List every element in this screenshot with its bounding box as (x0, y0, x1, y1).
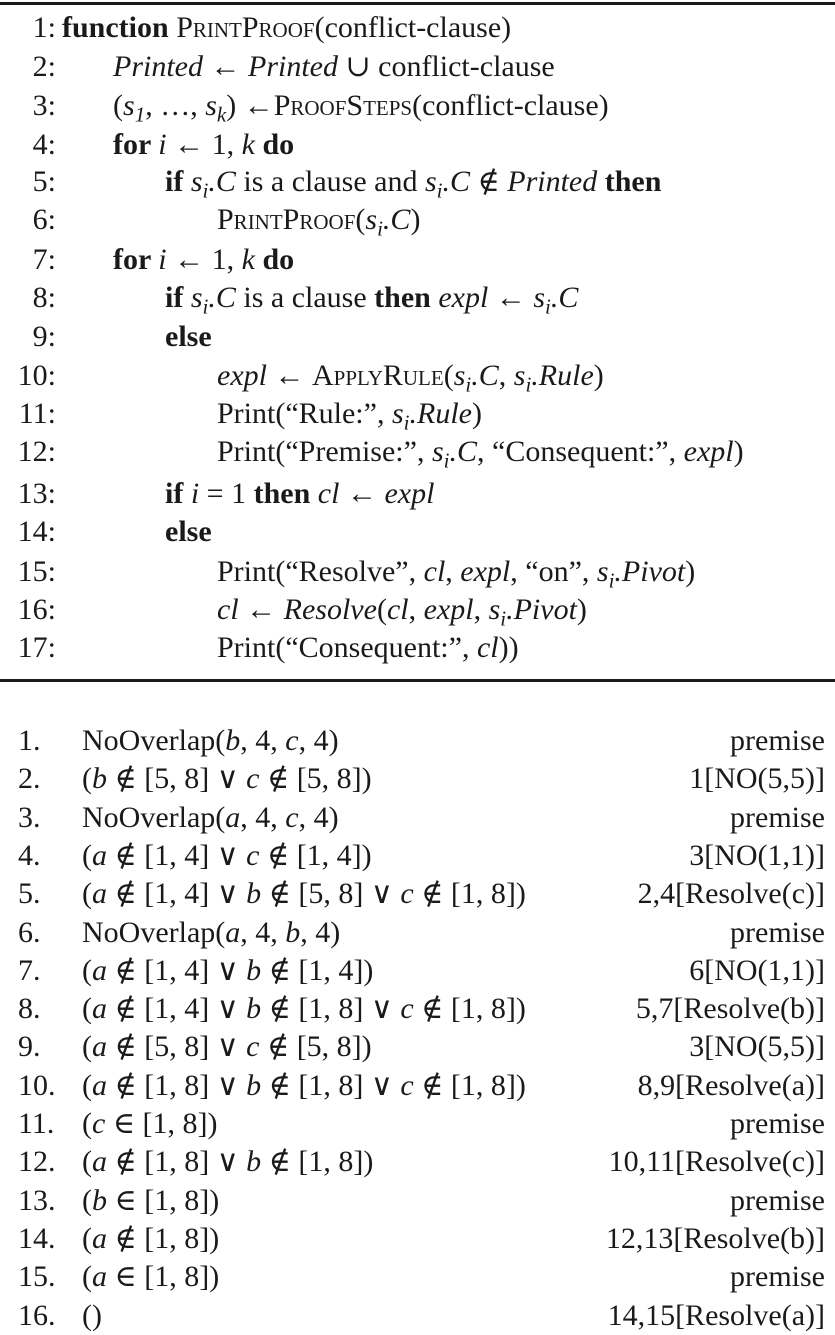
code-token: ( (355, 203, 366, 236)
code-token: i (158, 243, 167, 276)
formula-token: ∉ [5, 8] ∨ (261, 877, 401, 910)
step-number: 12. (18, 1145, 56, 1178)
code-text (113, 86, 609, 126)
formula-token: ∉ [1, 8]) (413, 877, 526, 910)
step-number: 13. (18, 1184, 56, 1217)
formula-token: ∉ [5, 8] ∨ (107, 762, 247, 795)
code-text (165, 162, 661, 202)
line-number: 4: (32, 128, 56, 161)
formula-token: ∉ [5, 8]) (259, 762, 372, 795)
code-token: s (596, 555, 609, 588)
line-number: 11: (18, 397, 56, 430)
formula-token: NoOverlap( (82, 916, 226, 949)
formula-token: b (246, 1145, 262, 1178)
proof-step (0, 837, 835, 875)
step-number: 6. (18, 916, 41, 949)
formula-token: a (92, 1069, 107, 1102)
code-token: s (391, 397, 404, 430)
code-text (217, 356, 604, 396)
code-token: cl (217, 593, 239, 626)
code-token: if (165, 165, 191, 198)
step-number: 9. (18, 1030, 41, 1063)
line-number: 7: (32, 243, 56, 276)
formula-token: ∉ [1, 4] ∨ (107, 954, 247, 987)
formula-token: c (400, 1069, 414, 1102)
code-token: ApplyRule (311, 359, 444, 392)
step-formula (82, 722, 339, 760)
code-token: k (241, 128, 255, 161)
formula-token: a (92, 992, 107, 1025)
formula-token: ∉ [1, 4] ∨ (107, 877, 247, 910)
step-number: 4. (18, 839, 41, 872)
code-token: ← (266, 359, 312, 392)
code-token: ← (238, 593, 284, 626)
code-token: ) (410, 203, 421, 236)
formula-token: ∉ [1, 4] ∨ (107, 839, 247, 872)
code-token: .C (449, 435, 477, 468)
code-text (113, 125, 294, 165)
formula-token: b (92, 1184, 107, 1217)
code-token: k (216, 102, 227, 127)
formula-token: ∉ [5, 8]) (259, 1030, 372, 1063)
code-text (62, 8, 511, 48)
code-token: s (431, 435, 444, 468)
code-token: .C (550, 281, 579, 314)
formula-token: ( (82, 1107, 92, 1140)
step-justification: premise (730, 916, 825, 949)
formula-token: ( (82, 1145, 92, 1178)
line-number: 6: (32, 203, 56, 236)
line-number: 17: (17, 631, 56, 664)
line-number: 13: (17, 477, 56, 510)
code-token: 1 (134, 102, 146, 127)
formula-token: c (246, 1030, 260, 1063)
code-token: i (500, 606, 507, 631)
code-token: ← (203, 50, 248, 83)
code-token: )) (498, 631, 519, 664)
proof-step (0, 722, 835, 760)
step-formula (82, 1182, 219, 1220)
code-token: expl (460, 555, 511, 588)
proof-step (0, 1028, 835, 1066)
code-text (217, 552, 695, 592)
code-token: i (525, 372, 532, 397)
formula-token: ∉ [1, 4] ∨ (107, 992, 247, 1025)
formula-token: ( (82, 1069, 92, 1102)
proof-step (0, 1182, 835, 1220)
formula-token: , 4, (240, 724, 286, 757)
line-number: 1: (32, 11, 56, 44)
formula-token: a (92, 1260, 107, 1293)
formula-token: ( (82, 992, 92, 1025)
step-justification: 6[NO(1,1)] (689, 954, 825, 987)
code-token: ( (376, 593, 387, 626)
code-token: .Pivot (506, 593, 577, 626)
code-token: expl (217, 359, 267, 392)
code-text (113, 240, 294, 280)
code-token: i (436, 178, 443, 203)
line-number: 15: (17, 555, 56, 588)
formula-token: a (92, 954, 107, 987)
step-formula (82, 799, 339, 837)
proof-step (0, 1258, 835, 1296)
code-token: else (165, 320, 212, 353)
code-token: .C (382, 203, 411, 236)
code-token: , (408, 593, 424, 626)
code-token: ( (443, 359, 454, 392)
code-token: .Rule (531, 359, 594, 392)
code-token: .Rule (409, 397, 472, 430)
formula-token: ( (82, 954, 92, 987)
code-token: i (377, 216, 383, 241)
step-formula (82, 837, 372, 875)
step-justification: 3[NO(5,5)] (689, 1030, 825, 1063)
code-token: i (545, 294, 551, 319)
step-justification: 10,11[Resolve(c)] (608, 1145, 825, 1178)
formula-token: c (246, 839, 260, 872)
code-text (217, 200, 420, 240)
code-token: i (202, 294, 209, 319)
code-token: i (465, 372, 472, 397)
code-token: Resolve (283, 593, 377, 626)
step-formula (82, 1297, 102, 1335)
formula-token: , 4) (298, 724, 339, 757)
formula-token: b (246, 1069, 262, 1102)
code-token: s (205, 89, 217, 122)
formula-token: c (400, 877, 414, 910)
step-justification: premise (730, 1260, 825, 1293)
step-justification: 12,13[Resolve(b)] (605, 1222, 825, 1255)
line-number: 9: (32, 320, 56, 353)
code-token: ( (113, 89, 123, 122)
code-token: i (443, 448, 450, 473)
step-number: 11. (18, 1107, 55, 1140)
step-formula (82, 1067, 526, 1105)
code-text (217, 432, 744, 472)
formula-token: ( (82, 839, 92, 872)
step-number: 7. (18, 954, 41, 987)
formula-token: ( (82, 762, 92, 795)
code-token: then (597, 165, 662, 198)
code-token: cl (386, 593, 409, 626)
step-number: 15. (18, 1260, 56, 1293)
formula-token: ∈ [1, 8]) (107, 1184, 220, 1217)
formula-token: ( (82, 1184, 92, 1217)
proof-step (0, 875, 835, 913)
formula-token: a (225, 801, 241, 834)
code-token: ) (593, 359, 604, 392)
code-token: expl (683, 435, 734, 468)
formula-token: a (92, 1030, 107, 1063)
code-token: s (123, 89, 135, 122)
code-token: ← (488, 281, 534, 314)
formula-token: ∉ [1, 4]) (261, 954, 374, 987)
formula-token: ∉ [1, 8] ∨ (261, 992, 401, 1025)
code-token: else (165, 515, 212, 548)
formula-token: a (92, 1222, 107, 1255)
code-token: for (113, 243, 159, 276)
code-token: ) (733, 435, 744, 468)
code-token: i (608, 568, 615, 593)
formula-token: c (92, 1107, 106, 1140)
step-formula (82, 1220, 219, 1258)
code-token: Printed (507, 165, 598, 198)
step-number: 16. (18, 1299, 56, 1332)
code-token: , “on”, (510, 555, 597, 588)
proof-step (0, 914, 835, 952)
code-text (165, 474, 434, 514)
step-justification: 14,15[Resolve(a)] (607, 1299, 825, 1332)
code-token: , …, (145, 89, 206, 122)
code-token: then (253, 477, 318, 510)
code-token: ∉ (470, 165, 508, 198)
code-token: Printed (113, 50, 203, 83)
line-number: 12: (17, 435, 56, 468)
step-formula (82, 1258, 219, 1296)
code-token: ← (339, 477, 385, 510)
code-token: , (473, 593, 489, 626)
formula-token: ( (82, 1260, 92, 1293)
code-token: is a clause and (235, 165, 425, 198)
code-token: .C (208, 165, 236, 198)
formula-token: a (92, 1145, 107, 1178)
code-token: ) (471, 397, 482, 430)
code-token: (conflict-clause) (412, 89, 609, 122)
code-token: , (498, 359, 514, 392)
line-number: 14: (17, 515, 56, 548)
formula-token: c (246, 762, 260, 795)
formula-token: , 4, (240, 916, 286, 949)
code-token: s (190, 281, 203, 314)
code-token: do (254, 128, 295, 161)
code-token: s (453, 359, 466, 392)
step-justification: 5,7[Resolve(b)] (635, 992, 825, 1025)
code-token: s (513, 359, 526, 392)
formula-token: ∉ [1, 8]) (107, 1222, 220, 1255)
line-number: 8: (32, 281, 56, 314)
formula-token: () (82, 1299, 102, 1332)
formula-token: ∉ [1, 8]) (413, 1069, 526, 1102)
code-text (165, 317, 212, 357)
code-token: ∪ conflict-clause (338, 50, 555, 83)
formula-token: , 4) (300, 916, 341, 949)
formula-token: ∉ [1, 8]) (261, 1145, 374, 1178)
code-token: for (113, 128, 159, 161)
formula-token: ∉ [1, 8]) (413, 992, 526, 1025)
proof-step (0, 990, 835, 1028)
code-token: cl (423, 555, 446, 588)
step-justification: 3[NO(1,1)] (689, 839, 825, 872)
proof-step (0, 1220, 835, 1258)
formula-token: ( (82, 1030, 92, 1063)
formula-token: NoOverlap( (82, 724, 226, 757)
code-token: Print(“Resolve”, (217, 555, 424, 588)
formula-token: b (285, 916, 301, 949)
code-text (165, 278, 578, 318)
code-token: i (403, 410, 410, 435)
step-justification: 8,9[Resolve(a)] (637, 1069, 825, 1102)
step-formula (82, 1105, 218, 1143)
formula-token: b (246, 954, 262, 987)
step-formula (82, 952, 373, 990)
step-justification: premise (730, 1107, 825, 1140)
code-token: s (190, 165, 203, 198)
formula-token: ( (82, 1222, 92, 1255)
code-text (217, 590, 587, 630)
step-number: 2. (18, 762, 41, 795)
formula-token: a (92, 839, 107, 872)
formula-token: ∈ [1, 8]) (107, 1260, 220, 1293)
code-token: expl (423, 593, 474, 626)
proof-step (0, 1143, 835, 1181)
proof-step (0, 799, 835, 837)
formula-token: c (285, 801, 299, 834)
code-text (217, 628, 519, 668)
formula-token: ( (82, 877, 92, 910)
code-token: s (533, 281, 545, 314)
code-token: ) (685, 555, 696, 588)
step-justification: premise (730, 801, 825, 834)
proof-step (0, 1067, 835, 1105)
step-formula (82, 1143, 373, 1181)
step-number: 10. (18, 1069, 56, 1102)
step-formula (82, 875, 526, 913)
step-justification: 1[NO(5,5)] (689, 762, 825, 795)
code-token: ) (576, 593, 587, 626)
code-token: k (241, 243, 255, 276)
step-number: 8. (18, 992, 41, 1025)
formula-token: , 4) (298, 801, 339, 834)
code-token: then (374, 281, 439, 314)
code-token: Printed (248, 50, 338, 83)
formula-token: , 4, (240, 801, 286, 834)
code-token: = 1 (199, 477, 254, 510)
code-token: .Pivot (614, 555, 686, 588)
code-token: .C (471, 359, 499, 392)
step-formula (82, 990, 526, 1028)
formula-token: ∉ [5, 8] ∨ (107, 1030, 247, 1063)
algorithm-bottom-rule (0, 679, 835, 682)
code-token: , “Consequent:”, (477, 435, 684, 468)
code-token: ← 1, (166, 243, 242, 276)
code-token: cl (476, 631, 499, 664)
line-number: 3: (32, 89, 56, 122)
code-token: s (424, 165, 437, 198)
step-justification: premise (730, 724, 825, 757)
formula-token: NoOverlap( (82, 801, 226, 834)
line-number: 2: (32, 50, 56, 83)
code-token: is a clause (235, 281, 375, 314)
formula-token: b (246, 877, 262, 910)
step-number: 3. (18, 801, 41, 834)
proof-step (0, 1105, 835, 1143)
line-number: 5: (32, 165, 56, 198)
line-number: 10: (17, 359, 56, 392)
top-rule (0, 2, 835, 5)
code-token: .C (208, 281, 236, 314)
code-token: i (158, 128, 167, 161)
step-formula (82, 1028, 372, 1066)
step-number: 5. (18, 877, 41, 910)
step-number: 14. (18, 1222, 56, 1255)
code-token: if (165, 477, 191, 510)
code-text (217, 394, 482, 434)
step-justification: 2,4[Resolve(c)] (637, 877, 825, 910)
code-token: PrintProof (176, 11, 315, 44)
code-token: Print(“Rule:”, (217, 397, 392, 430)
step-justification: premise (730, 1184, 825, 1217)
code-token: .C (442, 165, 471, 198)
code-token: ) ← (226, 89, 274, 122)
code-token: ← 1, (166, 128, 242, 161)
code-token: PrintProof (217, 203, 356, 236)
code-token: i (190, 477, 200, 510)
code-token: ProofSteps (273, 89, 413, 122)
step-formula (82, 760, 372, 798)
code-token: expl (438, 281, 489, 314)
proof-step (0, 952, 835, 990)
proof-step (0, 760, 835, 798)
formula-token: a (225, 916, 241, 949)
code-token: s (365, 203, 378, 236)
formula-token: ∈ [1, 8]) (105, 1107, 218, 1140)
code-token: , (445, 555, 461, 588)
code-token: cl (317, 477, 340, 510)
formula-token: ∉ [1, 4]) (259, 839, 372, 872)
code-token: (conflict-clause) (314, 11, 512, 44)
formula-token: ∉ [1, 8] ∨ (261, 1069, 401, 1102)
code-token: Print(“Premise:”, (217, 435, 432, 468)
code-token: function (62, 11, 177, 44)
code-token: if (165, 281, 191, 314)
proof-step (0, 1297, 835, 1335)
formula-token: c (400, 992, 414, 1025)
step-formula (82, 914, 340, 952)
code-text (165, 512, 212, 552)
code-token: i (202, 178, 209, 203)
code-token: s (488, 593, 501, 626)
code-token: Print(“Consequent:”, (217, 631, 477, 664)
formula-token: a (92, 877, 107, 910)
code-text (113, 47, 555, 87)
formula-token: b (92, 762, 107, 795)
formula-token: c (285, 724, 299, 757)
code-token: expl (384, 477, 435, 510)
formula-token: ∉ [1, 8] ∨ (107, 1145, 247, 1178)
step-number: 1. (18, 724, 41, 757)
formula-token: b (225, 724, 241, 757)
formula-token: b (246, 992, 262, 1025)
code-token: do (254, 243, 295, 276)
formula-token: ∉ [1, 8] ∨ (107, 1069, 247, 1102)
line-number: 16: (17, 593, 56, 626)
